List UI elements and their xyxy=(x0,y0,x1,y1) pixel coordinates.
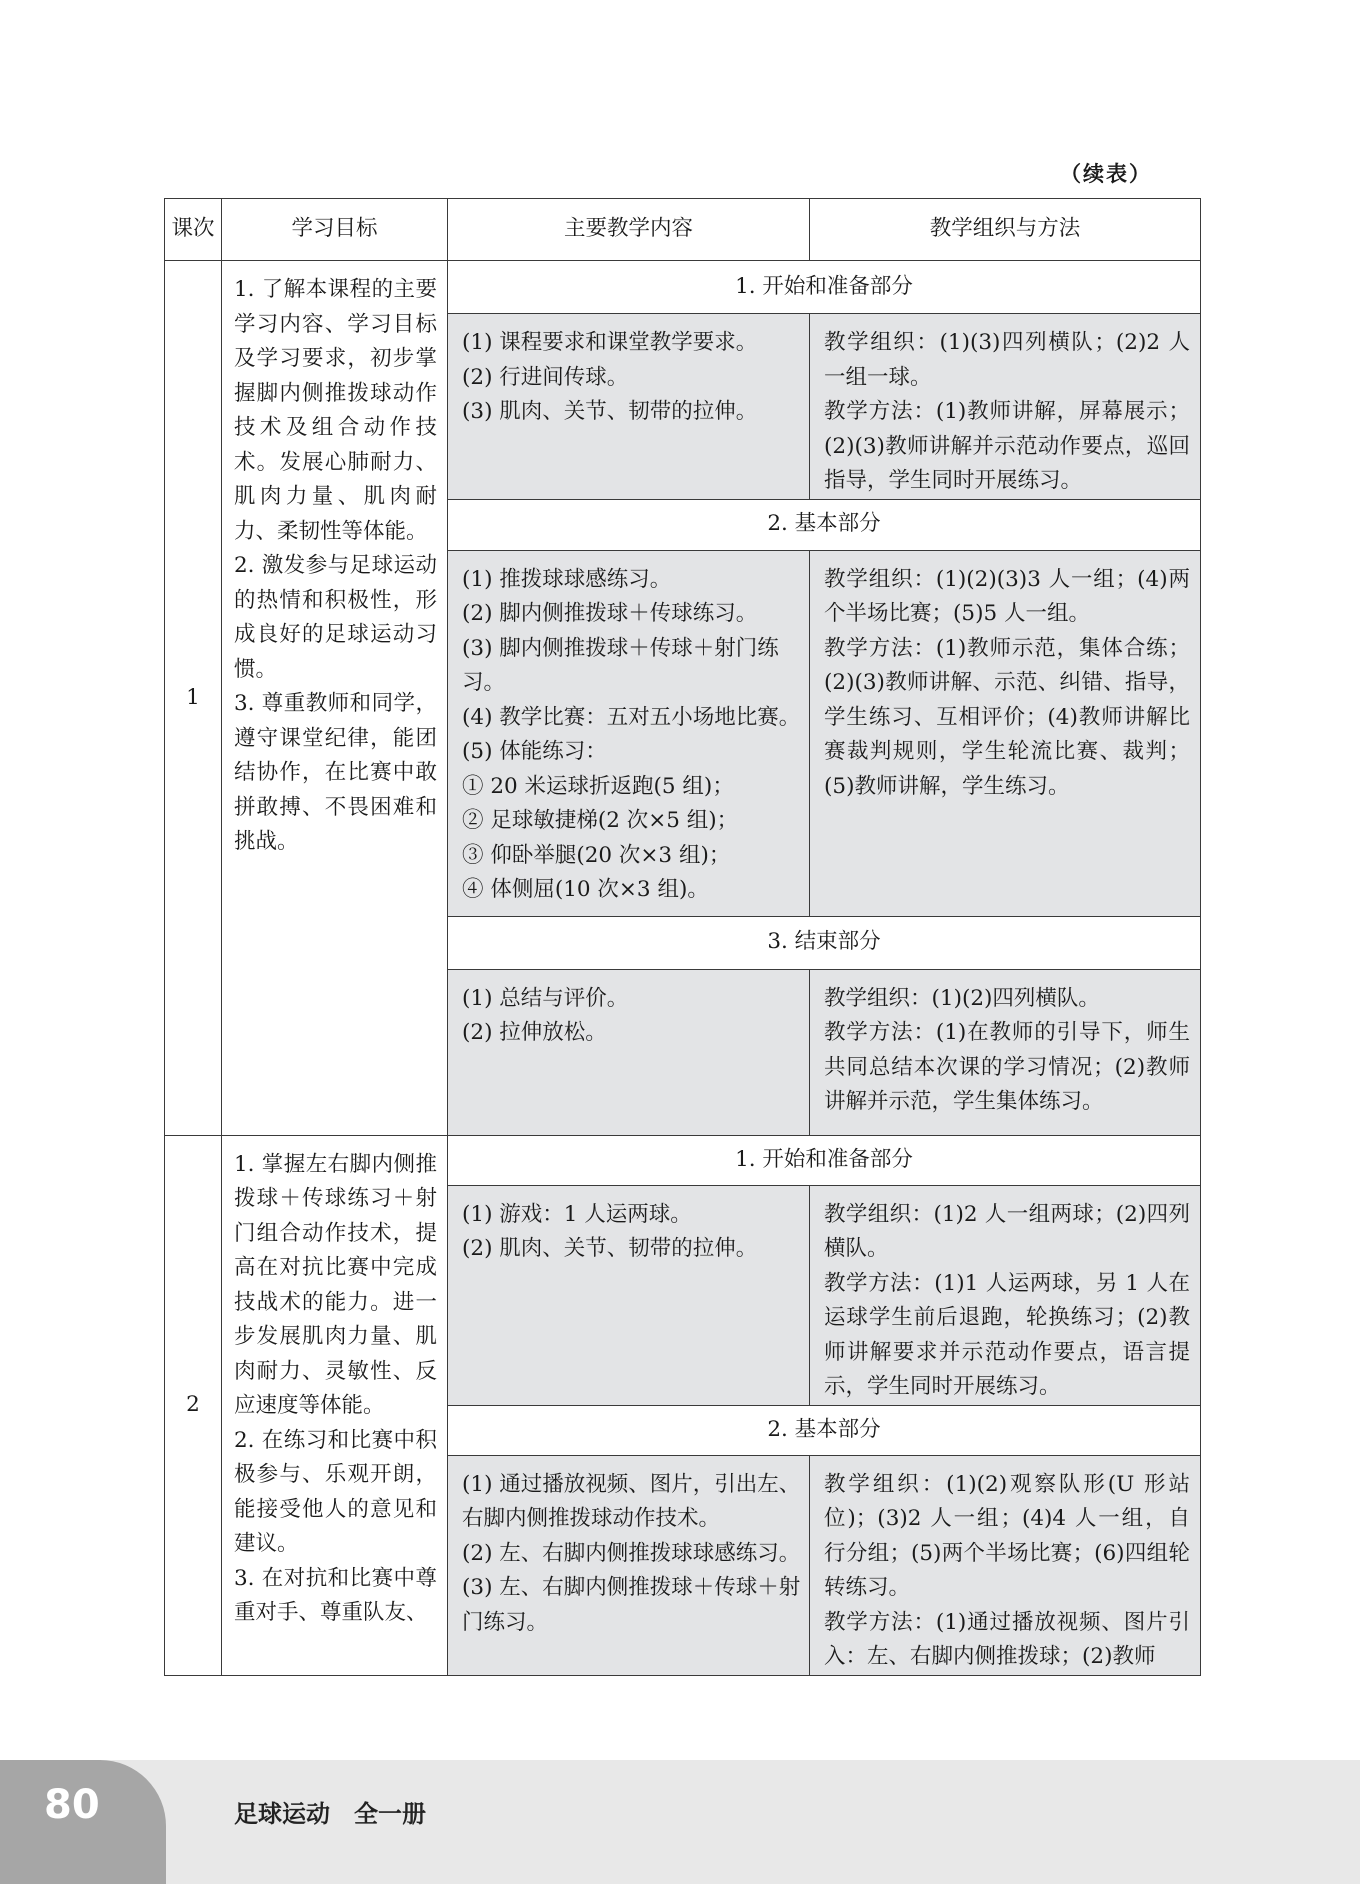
content-item: (4) 教学比赛：五对五小场地比赛。 xyxy=(462,704,801,730)
lesson-goals xyxy=(222,261,448,1136)
header-goals: 学习目标 xyxy=(222,199,448,261)
method-item: 教学方法：(1)1 人运两球，另 1 人在运球学生前后退跑，轮换练习；(2)教师讲解要求并示范动作要点，语言提示，学生同时开展练习。 xyxy=(824,1270,1190,1399)
content-item: (3) 左、右脚内侧推拨球＋传球＋射门练习。 xyxy=(462,1575,801,1635)
page-number-tab xyxy=(0,1760,166,1884)
method-item: 教学组织：(1)(3)四列横队；(2)2 人一组一球。 xyxy=(824,330,1190,390)
section-method xyxy=(810,969,1201,1135)
section-method xyxy=(810,1455,1201,1675)
page-number: 80 xyxy=(44,1782,100,1828)
table-row xyxy=(165,1135,1201,1185)
section-title: 2. 基本部分 xyxy=(448,1405,1201,1455)
section-content xyxy=(448,1185,810,1405)
content-item: (1) 游戏：1 人运两球。 xyxy=(462,1201,692,1227)
section-content xyxy=(448,314,810,500)
goal-item: 3. 尊重教师和同学，遵守课堂纪律，能团结协作，在比赛中敢拼敢搏、不畏困难和挑战。 xyxy=(234,691,437,854)
content-item: (3) 脚内侧推拨球＋传球＋射门练习。 xyxy=(462,635,779,695)
content-item: (2) 行进间传球。 xyxy=(462,364,629,390)
content-item: ④ 体侧屈(10 次×3 组)。 xyxy=(462,877,709,902)
goal-item: 1. 了解本课程的主要学习内容、学习目标及学习要求，初步掌握脚内侧推拨球动作技术及组合动作技术。发展心肺耐力、肌肉力量、肌肉耐力、柔韧性等体能。 xyxy=(234,277,437,544)
lesson-goals xyxy=(222,1135,448,1675)
content-item: (1) 总结与评价。 xyxy=(462,985,629,1011)
goal-item: 2. 在练习和比赛中积极参与、乐观开朗，能接受他人的意见和建议。 xyxy=(234,1427,437,1556)
method-item: 教学方法：(1)通过播放视频、图片引入：左、右脚内侧推拨球；(2)教师 xyxy=(824,1609,1190,1669)
table-row xyxy=(165,261,1201,314)
content-item: ② 足球敏捷梯(2 次×5 组)； xyxy=(462,808,739,833)
content-item: (3) 肌肉、关节、韧带的拉伸。 xyxy=(462,399,758,424)
goal-item: 3. 在对抗和比赛中尊重对手、尊重队友、 xyxy=(234,1565,437,1625)
section-method xyxy=(810,1185,1201,1405)
method-item: 教学组织：(1)2 人一组两球；(2)四列横队。 xyxy=(824,1201,1190,1261)
page-footer xyxy=(0,1760,1360,1884)
header-lesson: 课次 xyxy=(165,199,222,261)
section-content xyxy=(448,969,810,1135)
section-title: 1. 开始和准备部分 xyxy=(448,261,1201,314)
content-item: (2) 拉伸放松。 xyxy=(462,1020,607,1045)
goal-item: 2. 激发参与足球运动的热情和积极性，形成良好的足球运动习惯。 xyxy=(234,553,437,682)
method-item: 教学组织：(1)(2)观察队形(U 形站位)；(3)2 人一组；(4)4 人一组，自行分组；(5)两个半场比赛；(6)四组轮转练习。 xyxy=(824,1471,1190,1600)
content-item: (2) 左、右脚内侧推拨球球感练习。 xyxy=(462,1540,801,1566)
content-item: ① 20 米运球折返跑(5 组)； xyxy=(462,773,734,799)
continued-label: （续表） xyxy=(1060,162,1152,186)
method-item: 教学方法：(1)教师示范，集体合练；(2)(3)教师讲解、示范、纠错、指导，学生练习、互相评价；(4)教师讲解比赛裁判规则，学生轮流比赛、裁判；(5)教师讲解，学生练习。 xyxy=(824,635,1190,799)
section-title: 2. 基本部分 xyxy=(448,499,1201,550)
content-item: (1) 通过播放视频、图片，引出左、右脚内侧推拨球动作技术。 xyxy=(462,1471,801,1531)
book-title: 足球运动 全一册 xyxy=(234,1800,426,1828)
goal-item: 1. 掌握左右脚内侧推拨球＋传球练习＋射门组合动作技术，提高在对抗比赛中完成技战术的能力。进一步发展肌肉力量、肌肉耐力、灵敏性、反应速度等体能。 xyxy=(234,1151,437,1418)
section-method xyxy=(810,550,1201,916)
header-method: 教学组织与方法 xyxy=(810,199,1201,261)
section-title: 3. 结束部分 xyxy=(448,916,1201,969)
lesson-number: 2 xyxy=(165,1135,222,1675)
content-item: (2) 肌肉、关节、韧带的拉伸。 xyxy=(462,1236,758,1261)
content-item: (5) 体能练习： xyxy=(462,739,607,764)
content-item: (1) 推拨球球感练习。 xyxy=(462,566,672,592)
content-item: ③ 仰卧举腿(20 次×3 组)； xyxy=(462,842,731,868)
section-content xyxy=(448,550,810,916)
method-item: 教学组织：(1)(2)四列横队。 xyxy=(824,985,1100,1011)
method-item: 教学方法：(1)教师讲解，屏幕展示；(2)(3)教师讲解并示范动作要点，巡回指导，学生同时开展练习。 xyxy=(824,399,1190,493)
header-content: 主要教学内容 xyxy=(448,199,810,261)
method-item: 教学组织：(1)(2)(3)3 人一组；(4)两个半场比赛；(5)5 人一组。 xyxy=(824,566,1190,626)
method-item: 教学方法：(1)在教师的引导下，师生共同总结本次课的学习情况；(2)教师讲解并示范，学生集体练习。 xyxy=(824,1020,1190,1114)
section-title: 1. 开始和准备部分 xyxy=(448,1135,1201,1185)
section-method xyxy=(810,314,1201,500)
lesson-plan-table xyxy=(164,198,1201,1676)
table-header-row xyxy=(165,199,1201,261)
lesson-number: 1 xyxy=(165,261,222,1136)
content-item: (1) 课程要求和课堂教学要求。 xyxy=(462,330,758,355)
section-content xyxy=(448,1455,810,1675)
content-item: (2) 脚内侧推拨球＋传球练习。 xyxy=(462,601,758,626)
